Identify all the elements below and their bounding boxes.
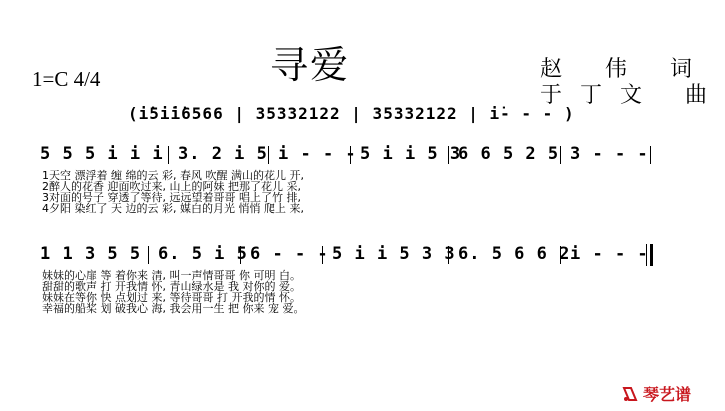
song-title: 寻爱 <box>270 43 351 87</box>
lyricist-credit: 赵 伟 词 <box>540 57 710 82</box>
measure: i - - - <box>570 244 649 264</box>
barline <box>560 146 561 164</box>
lyric-verse-3: 3对面的号子 穿透了等待, 远远望着哥哥 唱上了竹 排, <box>42 191 301 204</box>
barline <box>268 146 269 164</box>
measure: 5 i i 5 3 3 <box>332 244 456 264</box>
barline <box>650 146 651 164</box>
lyric-verse-1: 1天空 漂浮着 缠 绵的云 彩, 春风 吹醒 满山的花儿 开, <box>42 169 304 182</box>
intro-notation: (i̇5i̇i̇6566 | 35332122 | 35332122 | i̇- - - ) <box>128 104 575 123</box>
measure: 1 1 3 5 5 <box>40 244 142 264</box>
lyric-verse-4: 4夕阳 染红了 天 边的云 彩, 媒白的月光 悄悄 爬上 来, <box>42 202 304 215</box>
measure: 5 5 5 i i i <box>40 144 164 164</box>
measure: 3 - - - <box>570 144 649 164</box>
measure: 6 6 5 2 5 <box>458 144 560 164</box>
measure: 6. 5 i 5 <box>158 244 248 264</box>
barline <box>148 246 149 264</box>
measure: 3. 2 i 5 <box>178 144 268 164</box>
measure: 5 i i 5 3 <box>360 144 462 164</box>
lyric-verse-3: 妹妹在等你 快 点划过 来, 等待哥哥 打 开我的情 怀。 <box>42 291 301 304</box>
lyric-verse-4: 幸福的船桨 划 破我心 海, 我会用一生 把 你来 宠 爱。 <box>42 302 305 315</box>
composer-credit: 于丁文 曲 <box>540 83 725 108</box>
key-signature: 1=C 4/4 <box>32 67 101 91</box>
lyric-verse-2: 2醉人的花香 迎面吹过来, 山上的阿妹 把那了花儿 采, <box>42 180 301 193</box>
measure: i - - - <box>278 144 357 164</box>
lyric-verse-2: 甜甜的歌声 打 开我情 怀, 青山绿水是 我 对你的 爱。 <box>42 280 301 293</box>
final-barline <box>650 244 653 266</box>
logo-text: 琴艺谱 <box>642 385 691 404</box>
barline <box>168 146 169 164</box>
lyric-verse-1: 妹妹的心扉 等 着你来 清, 叫一声情哥哥 你 可明 白。 <box>42 269 301 282</box>
measure: 6. 5 6 6 2 <box>458 244 571 264</box>
site-logo <box>621 382 691 405</box>
measure: 6 - - - <box>250 244 329 264</box>
music-note-icon <box>621 385 639 403</box>
